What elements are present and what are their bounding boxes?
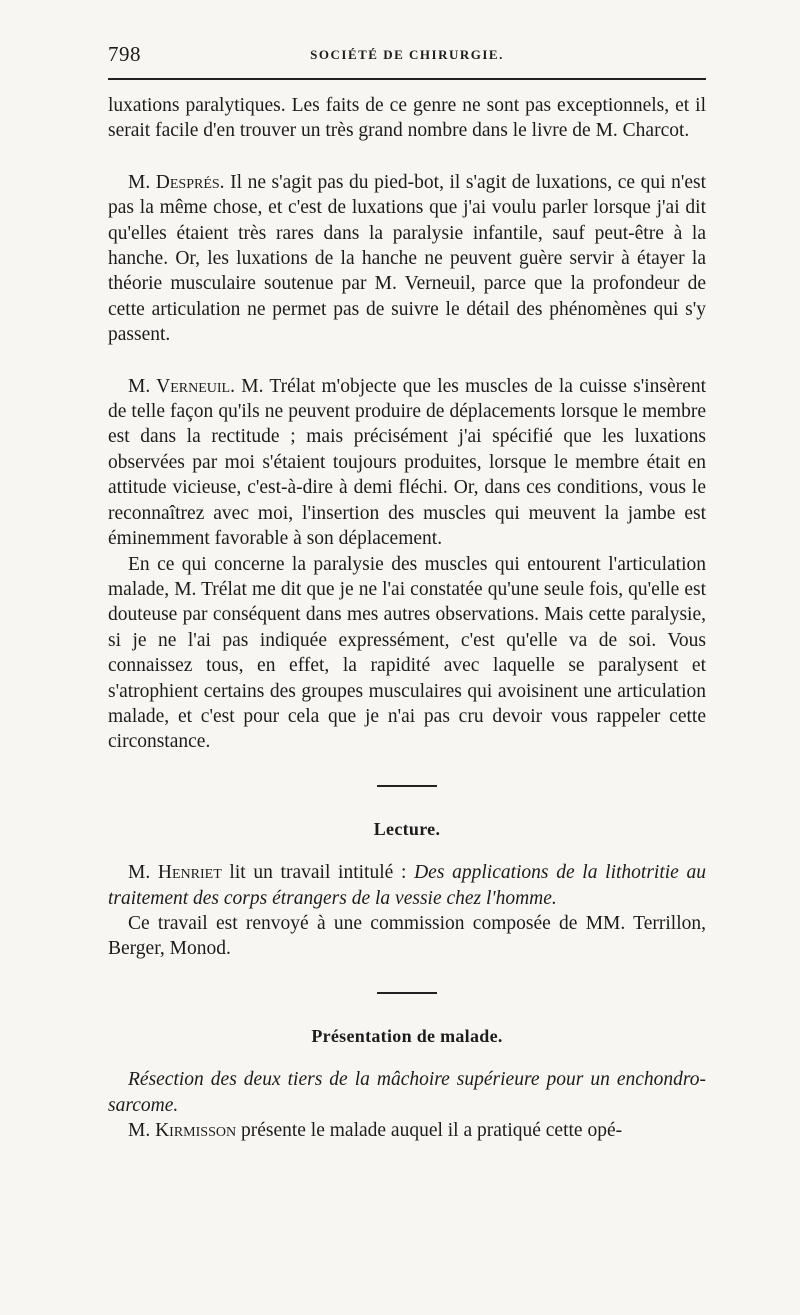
speaker-name: M. Verneuil. bbox=[128, 375, 235, 397]
page-number: 798 bbox=[108, 42, 141, 66]
section-heading-presentation: Présentation de malade. bbox=[311, 1025, 503, 1046]
section-divider bbox=[377, 992, 437, 994]
header-rule bbox=[108, 78, 706, 80]
paragraph-verneuil bbox=[108, 374, 706, 552]
paragraph-text: Il ne s'agit pas du pied-bot, il s'agit de luxations, ce qui n'est pas la même chose, et c'est de luxations que j'ai voulu parler lorsque j'ai dit qu'elles étaient très rares dans la paralysie infantile, sauf peut-être à la hanche. Or, les luxations de la hanche ne peuvent guère servir à étayer la théorie musculaire soutenue par M. Verneuil, parce que la profondeur de cette articulation ne permet pas de suivre le détail des phénomènes qui s'y passent. bbox=[108, 171, 706, 346]
paragraph-commission: Ce travail est renvoyé à une commission composée de MM. Terrillon, Berger, Monod. bbox=[108, 912, 706, 960]
work-title: Des applications de la lithotritie au traitement des corps étrangers de la vessie chez l'homme. bbox=[108, 862, 706, 909]
section-divider bbox=[377, 785, 437, 787]
paragraph-text: présente le malade auquel il a pratiqué cette opé- bbox=[236, 1120, 623, 1141]
paragraph-despres bbox=[108, 170, 706, 348]
paragraph-kirmisson bbox=[108, 1118, 706, 1143]
paragraph-henriet bbox=[108, 860, 706, 911]
paragraph-paralysie: En ce qui concerne la paralysie des muscles qui entourent l'articulation malade, M. Trélat me dit que je ne l'ai constatée qu'une seule fois, qu'elle est douteuse par conséquent dans mes autres observations. Mais cette paralysie, si je ne l'ai pas indiquée expressément, c'est qu'elle va de soi. Vous connaissez tous, en effet, la rapidité avec laquelle se paralysent et s'atrophient certains des groupes musculaires qui avoisinent une articulation malade, et c'est pour cela que je n'ai pas cru devoir vous rappeler cette circonstance. bbox=[108, 553, 706, 753]
section-heading-lecture: Lecture. bbox=[373, 818, 441, 839]
body-text bbox=[108, 93, 706, 1143]
speaker-name: M. Després. bbox=[128, 171, 225, 193]
case-subtitle: Résection des deux tiers de la mâchoire supérieure pour un enchondro-sarcome. bbox=[108, 1069, 706, 1116]
paragraph-continuation: luxations paralytiques. Les faits de ce genre ne sont pas exceptionnels, et il serait facile d'en trouver un très grand nombre dans le livre de M. Charcot. bbox=[108, 95, 706, 142]
paragraph-text: lit un travail intitulé : bbox=[221, 862, 415, 884]
running-title: SOCIÉTÉ DE CHIRURGIE. bbox=[310, 47, 504, 62]
speaker-name: M. Kirmisson bbox=[128, 1120, 237, 1141]
page-header bbox=[108, 42, 706, 72]
paragraph-text: M. Trélat m'objecte que les muscles de la cuisse s'insèrent de telle façon qu'ils ne peuvent produire de déplacements lorsque le membre est dans la rectitude ; mais précisément j'ai spécifié que les luxations observées par moi s'étaient toujours produites, lorsque le membre était en attitude vicieuse, c'est-à-dire à demi fléchi. Or, dans ces conditions, vous le reconnaîtrez avec moi, l'insertion des muscles qui meuvent la jambe est éminemment favorable à son déplacement. bbox=[108, 375, 706, 550]
speaker-name: M. Henriet bbox=[128, 862, 222, 884]
